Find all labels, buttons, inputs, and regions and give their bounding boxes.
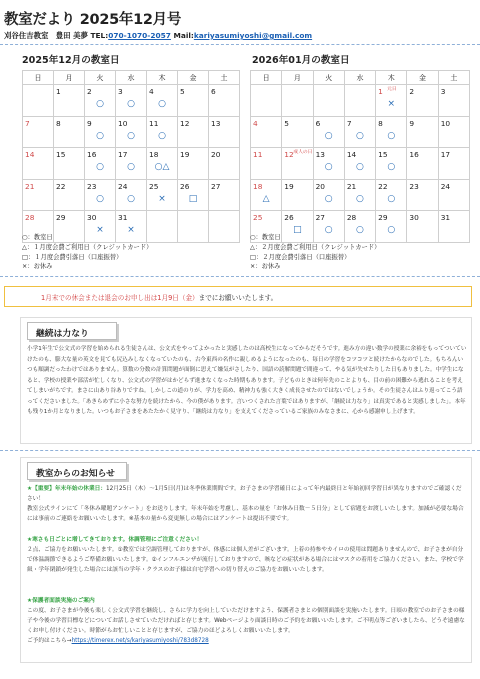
health-title: ★寒さも日ごとに増してきております。体調管理にご注意ください！ — [27, 537, 203, 543]
calendar-1-title: 2025年12月の教室日 — [22, 55, 120, 66]
day-number: 18 — [149, 150, 159, 159]
day-number: 2 — [87, 87, 92, 96]
calendar-day — [438, 85, 469, 117]
day-mark: ○ — [96, 99, 104, 109]
day-number: 3 — [118, 87, 123, 96]
calendar-january — [250, 70, 470, 243]
notice-text: までにお願いいたします。 — [198, 294, 278, 302]
page-title: 教室だより 2025年12月号 — [4, 12, 182, 28]
holiday-text: 12月25日（木）〜1月5日(月)は冬季休業期間です。お子さまの学習確日によって年内最終日と年始初回学習日が異なりますのでご確認ください！ — [27, 486, 462, 502]
calendar-day — [344, 116, 375, 148]
calendar-day — [344, 148, 375, 180]
calendar-day — [23, 116, 54, 148]
legend-item: ○：教室日 — [250, 234, 281, 241]
legend-item: □：１月度会費引落日（口座振替） — [22, 253, 123, 261]
news-meeting — [27, 596, 467, 646]
weekday-header: 月 — [282, 71, 313, 85]
divider — [0, 276, 480, 277]
day-mark: △ — [262, 193, 270, 204]
calendar-day — [313, 116, 344, 148]
day-number: 22 — [56, 181, 66, 191]
day-number: 31 — [440, 213, 451, 222]
day-number: 17 — [118, 150, 128, 159]
day-mark: □ — [293, 225, 302, 235]
weekday-header: 火 — [313, 71, 344, 85]
calendar-day — [147, 148, 178, 180]
day-number: 18 — [253, 181, 263, 191]
essay-body: 小学1年生で公文式の学習を始められる生徒さんは、公文式をやってよかったと実感したのは高校生になってからだそうです。進み方の違い数学の授業に余裕をもってついていけたのも、膨大な量の英文を見ても尻込みしなくなっていたのも、古今東西の名作に親しめるようになったのも、毎日の学習をコツコツと続けたからなのでした。もちろんいつも順調だったわけではありません。算数の分数の計算問題が面倒に思えて嫌気がさしたり、国語の読解問題で間違って、やる気が失せたりした日もありました。中学生になると、学校の授業や部活が忙しくなり、公文式の学習がはかどらず進まなくなった時期もあります。子どものときは何年先のことよりも、目の前の困難から逃れることを考えてしまいがちです。まさに山あり谷ありですね。しかしこの道のりが、学力を高め、精神力も強く大きく成長させたのではないでしょうか。その生徒さんはふり返ってこう語ってくださいました。「あきらめずに小さな努力を続けたから、今の僕があります。言いつくされた言葉ではありますが、「継続は力なり」は真実であると実感しました」。本年も残り1か月となりました。いつもお子さまをあたたかく見守り、「継続は力なり」を支えてくださっているご家族のみなさまに、心から感謝申し上げます。 — [27, 346, 467, 415]
booking-link[interactable]: https://timerex.net/s/kariyasumiyoshi/783d8728 — [71, 638, 209, 644]
calendar-day — [116, 179, 147, 211]
calendar-day — [23, 85, 54, 117]
day-number: 8 — [378, 118, 383, 128]
day-number: 15 — [56, 150, 66, 159]
day-number: 1 — [56, 87, 61, 96]
calendar-day — [376, 85, 407, 117]
calendar-day — [313, 179, 344, 211]
day-number: 14 — [25, 150, 35, 159]
day-number: 21 — [25, 181, 35, 191]
day-number: 29 — [378, 213, 388, 222]
day-mark: ○ — [324, 193, 333, 204]
calendar-day — [54, 85, 85, 117]
day-number: 13 — [211, 118, 221, 128]
news-holiday — [27, 484, 467, 524]
calendar-day — [54, 148, 85, 180]
legend-item: △：１月度会費ご利用日（クレジットカード） — [22, 243, 153, 251]
day-number: 28 — [25, 213, 35, 222]
day-number: 14 — [346, 150, 357, 159]
day-mark: × — [127, 225, 135, 235]
day-number: 13 — [315, 150, 325, 159]
calendar-day — [344, 179, 375, 211]
calendar-day — [251, 85, 282, 117]
day-mark: × — [158, 193, 166, 204]
mail-link[interactable]: kariyasumiyoshi@gmail.com — [193, 31, 313, 40]
calendar-day — [85, 116, 116, 148]
calendar-day — [116, 148, 147, 180]
meeting-text: この度、お子さまが今後も楽しく公文式学習を継続し、さらに学力を向上していただけますよう、保護者さまとの個別面談を実施いたします。日頃の教室でのお子さまの様子や今後の学習目標などについてお話しさせていただければと存じます。Webページより面談日時のご予約をお願いいたします。ご不明点等ございましたら、どうぞ遠慮なくお申し付けください。時節がらお忙しいことと存じますが、ご協力のほどよろしくお願いいたします。 — [27, 608, 465, 634]
day-number: 7 — [346, 118, 352, 128]
day-number: 24 — [440, 181, 451, 191]
calendar-day — [23, 148, 54, 180]
calendar-1-legend — [22, 233, 152, 272]
deadline-notice — [4, 286, 472, 307]
calendar-day — [54, 179, 85, 211]
day-number: 15 — [378, 150, 388, 159]
day-number: 1 — [378, 87, 383, 96]
calendar-day — [282, 148, 313, 180]
tel-link[interactable]: 070-1070-2057 — [108, 31, 171, 40]
day-mark: ○ — [356, 193, 364, 204]
calendar-december — [22, 70, 240, 243]
day-mark: ○ — [387, 225, 396, 235]
weekday-header: 土 — [209, 71, 240, 85]
calendar-day — [23, 179, 54, 211]
day-number: 20 — [315, 181, 325, 191]
day-number: 6 — [211, 87, 216, 96]
day-number: 4 — [253, 118, 258, 128]
day-number: 27 — [211, 181, 221, 191]
day-number: 20 — [211, 150, 221, 159]
day-mark: ○ — [96, 193, 104, 204]
day-mark: ○ — [127, 162, 135, 172]
day-mark: ○ — [96, 162, 104, 172]
day-number: 29 — [56, 213, 66, 222]
day-mark: ○ — [158, 99, 166, 109]
day-number: 28 — [346, 213, 357, 222]
calendar-day — [54, 116, 85, 148]
legend-item: □：２月度会費引落日（口座振替） — [250, 253, 351, 261]
day-number: 9 — [409, 118, 415, 128]
day-number: 25 — [149, 181, 159, 191]
day-number: 16 — [87, 150, 97, 159]
day-mark: × — [387, 99, 396, 109]
day-mark: ○ — [387, 130, 396, 141]
day-mark: × — [96, 225, 104, 235]
day-number: 5 — [284, 118, 289, 128]
day-number: 10 — [118, 118, 128, 128]
day-number: 26 — [284, 213, 294, 222]
day-mark: □ — [188, 193, 198, 204]
weekday-header: 水 — [344, 71, 375, 85]
calendar-day — [178, 116, 209, 148]
weekday-header: 木 — [376, 71, 407, 85]
day-number: 5 — [180, 87, 185, 96]
calendar-day — [407, 179, 438, 211]
day-number: 17 — [440, 150, 451, 159]
day-mark: ○ — [356, 130, 364, 141]
day-number: 16 — [409, 150, 419, 159]
calendar-day — [376, 116, 407, 148]
calendar-day — [313, 85, 344, 117]
day-number: 24 — [118, 181, 128, 191]
day-mark: ○ — [324, 162, 333, 172]
day-number: 19 — [180, 150, 190, 159]
calendar-day — [178, 211, 209, 243]
day-number: 11 — [253, 150, 263, 159]
calendar-day — [282, 85, 313, 117]
day-number: 12 — [180, 118, 190, 128]
day-number: 2 — [409, 87, 415, 96]
holiday-title: ★【重要】年末年始の休業日： — [27, 486, 107, 492]
calendar-day — [438, 179, 469, 211]
divider — [0, 44, 480, 45]
calendar-day — [147, 179, 178, 211]
weekday-header: 日 — [23, 71, 54, 85]
day-number: 19 — [284, 181, 294, 191]
day-mark: ○ — [324, 225, 333, 235]
legend-item: ×：お休み — [22, 263, 53, 271]
calendar-day — [251, 179, 282, 211]
calendar-day — [209, 85, 240, 117]
calendar-day — [251, 148, 282, 180]
holiday-label: 成人の日 — [293, 150, 313, 155]
calendar-day — [178, 148, 209, 180]
day-number: 23 — [87, 181, 97, 191]
day-number: 12 — [284, 150, 294, 159]
contact-line — [4, 30, 312, 41]
day-number: 11 — [149, 118, 159, 128]
day-number: 27 — [315, 213, 325, 222]
legend-item: △：２月度会費ご利用日（クレジットカード） — [250, 243, 381, 251]
calendar-day — [282, 116, 313, 148]
meeting-title: ★保護者面談実施のご案内 — [27, 598, 95, 604]
calendar-day — [376, 179, 407, 211]
calendar-2-title: 2026年01月の教室日 — [252, 55, 350, 66]
day-number: 7 — [25, 118, 30, 128]
booking-label: ご予約はこちら→ — [27, 638, 72, 644]
day-mark: ○ — [127, 130, 135, 141]
news-section — [20, 457, 472, 663]
calendar-day — [85, 148, 116, 180]
calendar-2-legend — [250, 233, 380, 272]
day-number: 25 — [253, 213, 263, 222]
day-number: 30 — [409, 213, 419, 222]
calendar-day — [313, 148, 344, 180]
calendar-day — [438, 116, 469, 148]
day-mark: ○ — [127, 99, 135, 109]
day-number: 8 — [56, 118, 61, 128]
homework-text: 教室公式ラインにて「冬休み曜題アンケート」をお送りします。年末年始を考慮し、基本の量を「お休み日数－５日分」として宿題をお渡しいたします。加減が必要な場合には事前のご連絡をお願いいたします。※基本の量から変更無しの場合にはアンケートは提出不要です。 — [27, 506, 464, 522]
calendar-day — [407, 116, 438, 148]
mail-label: Mail: — [170, 31, 194, 40]
calendar-day — [407, 148, 438, 180]
day-number: 23 — [409, 181, 419, 191]
calendar-day — [209, 179, 240, 211]
calendar-day — [178, 179, 209, 211]
day-number: 30 — [87, 213, 97, 222]
calendar-day — [407, 85, 438, 117]
calendar-day — [209, 116, 240, 148]
classroom-info: 刈谷住吉教室 豊田 美夢 TEL: — [4, 31, 109, 40]
news-health — [27, 535, 467, 575]
weekday-header: 水 — [116, 71, 147, 85]
day-number: 6 — [315, 118, 321, 128]
calendar-day — [147, 116, 178, 148]
calendar-day — [251, 116, 282, 148]
calendar-day — [438, 148, 469, 180]
day-mark: ○ — [158, 130, 166, 141]
weekday-header: 土 — [438, 71, 469, 85]
day-mark: ○ — [387, 193, 396, 204]
calendar-day — [85, 179, 116, 211]
calendar-day — [147, 85, 178, 117]
news-heading: 教室からのお知らせ — [27, 462, 127, 480]
calendar-day — [116, 85, 147, 117]
essay-heading: 継続は力なり — [27, 322, 117, 340]
calendar-day — [438, 211, 469, 243]
legend-item: ×：お休み — [250, 263, 281, 271]
day-number: 21 — [346, 181, 357, 191]
day-number: 31 — [118, 213, 128, 222]
day-mark: ○△ — [154, 162, 170, 172]
calendar-day — [344, 85, 375, 117]
essay-section — [20, 317, 472, 444]
calendar-day — [282, 179, 313, 211]
day-number: 22 — [378, 181, 388, 191]
holiday-label: 元日 — [387, 87, 397, 92]
weekday-header: 金 — [407, 71, 438, 85]
day-mark: ○ — [324, 130, 333, 141]
day-number: 9 — [87, 118, 92, 128]
weekday-header: 日 — [251, 71, 282, 85]
day-mark: ○ — [356, 162, 364, 172]
day-mark: ○ — [387, 162, 396, 172]
day-mark: ○ — [127, 193, 135, 204]
notice-highlight: 1月末での休会または退会のお申し出は1月9日（金） — [41, 294, 199, 302]
weekday-header: 木 — [147, 71, 178, 85]
weekday-header: 金 — [178, 71, 209, 85]
weekday-header: 火 — [85, 71, 116, 85]
calendar-day — [376, 148, 407, 180]
calendar-day — [209, 211, 240, 243]
day-number: 26 — [180, 181, 190, 191]
weekday-header: 月 — [54, 71, 85, 85]
calendar-day — [116, 116, 147, 148]
calendar-day — [407, 211, 438, 243]
day-mark: ○ — [96, 130, 104, 141]
calendar-day — [178, 85, 209, 117]
day-mark: ○ — [356, 225, 364, 235]
health-text: ２点、ご協力をお願いいたします。①教室では空調管理しておりますが、体感には個人差がございます。上着の持参やカイロの使用は問題ありませんので、お子さまが自分で体温調節できるようご準備お願いいたします。②インフルエンザが流行しておりますので、咳などの症状がある場合にはマスクの着用をご協力ください。また、学校で学級・学年閉鎖が発生した場合には該当の学年・クラスのお子様は自宅学習への切り替えのご協力をお願いいたします。 — [27, 547, 464, 573]
day-number: 4 — [149, 87, 154, 96]
divider — [0, 450, 480, 451]
day-number: 10 — [440, 118, 451, 128]
calendar-day — [85, 85, 116, 117]
day-number: 3 — [440, 87, 446, 96]
legend-item: ○：教室日 — [22, 234, 53, 241]
calendar-day — [209, 148, 240, 180]
